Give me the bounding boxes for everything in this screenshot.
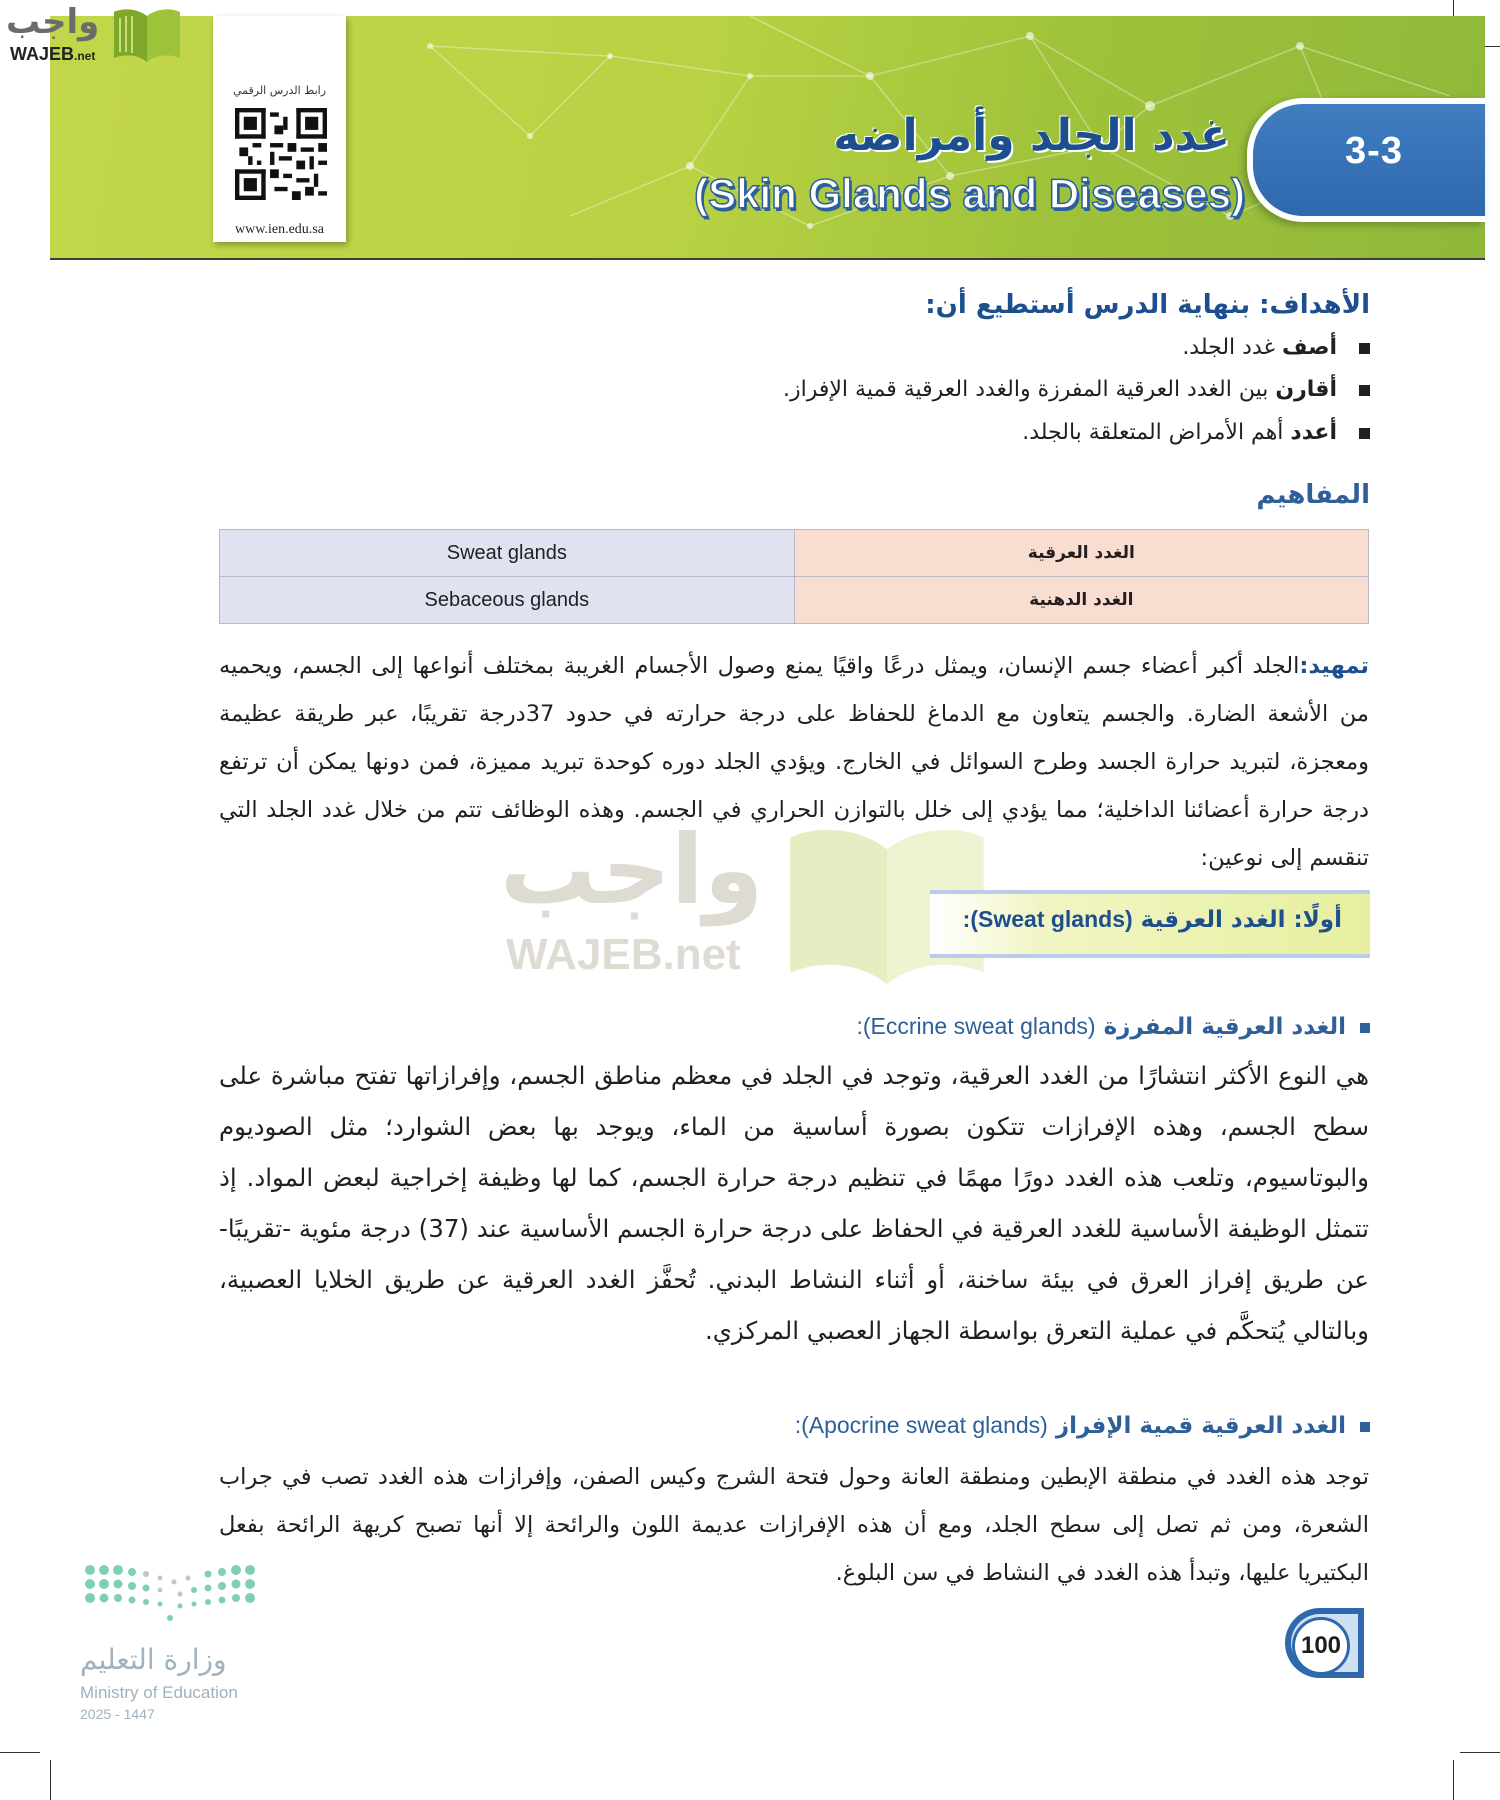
- qr-url[interactable]: www.ien.edu.sa: [235, 222, 324, 237]
- concept-ar: الغدد الدهنية: [794, 577, 1368, 624]
- objective-item: [1022, 420, 1370, 445]
- concept-ar: الغدد العرقية: [794, 530, 1368, 577]
- qr-card[interactable]: [213, 16, 346, 242]
- bullet-icon: [1359, 343, 1370, 354]
- section-heading-ar: أولًا: الغدد العرقية: [1140, 907, 1342, 933]
- wajeb-logo[interactable]: [0, 0, 190, 70]
- objectives-subheading: بنهاية الدرس أستطيع أن:: [925, 290, 1251, 320]
- edition-year: 2025 - 1447: [80, 1706, 155, 1722]
- objectives-label: الأهداف:: [1259, 290, 1370, 320]
- section-heading-bar: [930, 890, 1370, 958]
- apocrine-heading-en: (Apocrine sweat glands):: [794, 1412, 1048, 1438]
- banner-divider: [50, 258, 1485, 260]
- crop-mark: [1453, 1760, 1454, 1800]
- apocrine-subheading: [795, 1412, 1370, 1439]
- section-heading-en: (Sweat glands):: [962, 906, 1133, 932]
- eccrine-heading-ar: الغدد العرقية المفرزة: [1103, 1014, 1346, 1040]
- table-row: [220, 530, 1369, 577]
- objective-text: بين الغدد العرقية المفرزة والغدد العرقية قمية الإفراز.: [783, 377, 1269, 402]
- logo-text-en: WAJEB.net: [10, 44, 96, 64]
- crop-mark: [0, 1752, 40, 1753]
- page-number-badge: [1280, 1606, 1366, 1680]
- ministry-dots-icon: [80, 1560, 270, 1630]
- apocrine-paragraph: توجد هذه الغدد في منطقة الإبطين ومنطقة العانة وحول فتحة الشرج وكيس الصفن، وإفرازات هذه الغدد تصب في جراب الشعرة، ومن ثم تصل إلى سطح الجلد، ومع أن هذه الإفرازات عديمة اللون والرائحة إلا أنها تصبح كريهة الرائحة بفعل البكتيريا عليها، وتبدأ هذه الغدد في النشاط في سن البلوغ.: [219, 1464, 1369, 1586]
- ministry-name-en: Ministry of Education: [80, 1683, 238, 1702]
- objective-text: أهم الأمراض المتعلقة بالجلد.: [1022, 420, 1284, 445]
- page-number: 100: [1292, 1617, 1350, 1675]
- crop-mark: [1460, 1752, 1500, 1753]
- bullet-icon: [1360, 1023, 1370, 1033]
- concept-en: Sweat glands: [220, 530, 795, 577]
- objective-item: [783, 377, 1370, 402]
- objective-verb: أعدد: [1290, 420, 1337, 445]
- eccrine-subheading: [856, 1013, 1370, 1040]
- watermark-text-ar: واجب: [500, 814, 764, 926]
- bullet-icon: [1359, 428, 1370, 439]
- concept-en: Sebaceous glands: [220, 577, 795, 624]
- intro-label: تمهيد:: [1299, 653, 1369, 679]
- lesson-title-en: (Skin Glands and Diseases): [694, 170, 1245, 217]
- eccrine-paragraph: هي النوع الأكثر انتشارًا من الغدد العرقية، وتوجد في الجلد في معظم مناطق الجسم، وإفرازاتها تفتح مباشرة على سطح الجسم، وهذه الإفرازات تتكون بصورة أساسية من الماء، ويوجد بها بعض الشوارد؛ مثل الصوديوم والبوتاسيوم، وتلعب هذه الغدد دورًا مهمًا في تنظيم درجة حرارة الجسم، كما لها وظيفة إخراجية لبعض المواد. إذ تتمثل الوظيفة الأساسية للغدد العرقية في الحفاظ على درجة حرارة الجسم الأساسية عند (37) درجة مئوية -تقريبًا- عن طريق إفراز العرق في بيئة ساخنة، أو أثناء النشاط البدني. تُحفَّز الغدد العرقية عن طريق الخلايا العصبية، وبالتالي يُتحكَّم في عملية التعرق بواسطة الجهاز العصبي المركزي.: [219, 1061, 1369, 1345]
- logo-text-ar: واجب: [6, 2, 100, 42]
- concepts-table: [219, 529, 1369, 624]
- watermark-text-en: WAJEB.net: [506, 930, 741, 979]
- objective-text: غدد الجلد.: [1182, 335, 1275, 360]
- apocrine-heading-ar: الغدد العرقية قمية الإفراز: [1055, 1413, 1346, 1439]
- objective-verb: أقارن: [1275, 377, 1337, 402]
- lesson-number: 3-3: [1345, 130, 1403, 172]
- qr-code-icon[interactable]: [235, 108, 327, 200]
- objective-item: [1182, 335, 1370, 360]
- objective-verb: أصف: [1282, 335, 1337, 360]
- concepts-heading: المفاهيم: [1256, 480, 1370, 510]
- lesson-number-tab: [1247, 98, 1485, 222]
- objectives-heading: [925, 290, 1370, 320]
- ministry-logo: [80, 1560, 280, 1730]
- table-row: [220, 577, 1369, 624]
- bullet-icon: [1359, 385, 1370, 396]
- qr-caption: رابط الدرس الرقمي: [232, 84, 327, 97]
- bullet-icon: [1360, 1422, 1370, 1432]
- crop-mark: [50, 1760, 51, 1800]
- ministry-name-ar: وزارة التعليم: [80, 1643, 227, 1676]
- book-icon: [112, 6, 182, 64]
- lesson-title-ar: غدد الجلد وأمراضه: [833, 110, 1230, 161]
- intro-text: الجلد أكبر أعضاء جسم الإنسان، ويمثل درعًا واقيًا يمنع وصول الأجسام الغريبة بمختلف أنواعها إلى الجسم، ويحميه من الأشعة الضارة. والجسم يتعاون مع الدماغ للحفاظ على درجة حرارته في حدود 37درجة تقريبًا، عبر طريقة عظيمة ومعجزة، لتبريد حرارة الجسد وطرح السوائل في الخارج. ويؤدي الجلد دوره كوحدة تبريد مميزة، فمن دونها يمكن أن ترتفع درجة حرارة أعضائنا الداخلية؛ مما يؤدي إلى خلل بالتوازن الحراري في الجسم. وهذه الوظائف تتم من خلال غدد الجلد التي تنقسم إلى نوعين:: [219, 653, 1369, 871]
- eccrine-heading-en: (Eccrine sweat glands):: [856, 1013, 1096, 1039]
- intro-paragraph: [219, 642, 1369, 882]
- section-heading: [963, 906, 1342, 933]
